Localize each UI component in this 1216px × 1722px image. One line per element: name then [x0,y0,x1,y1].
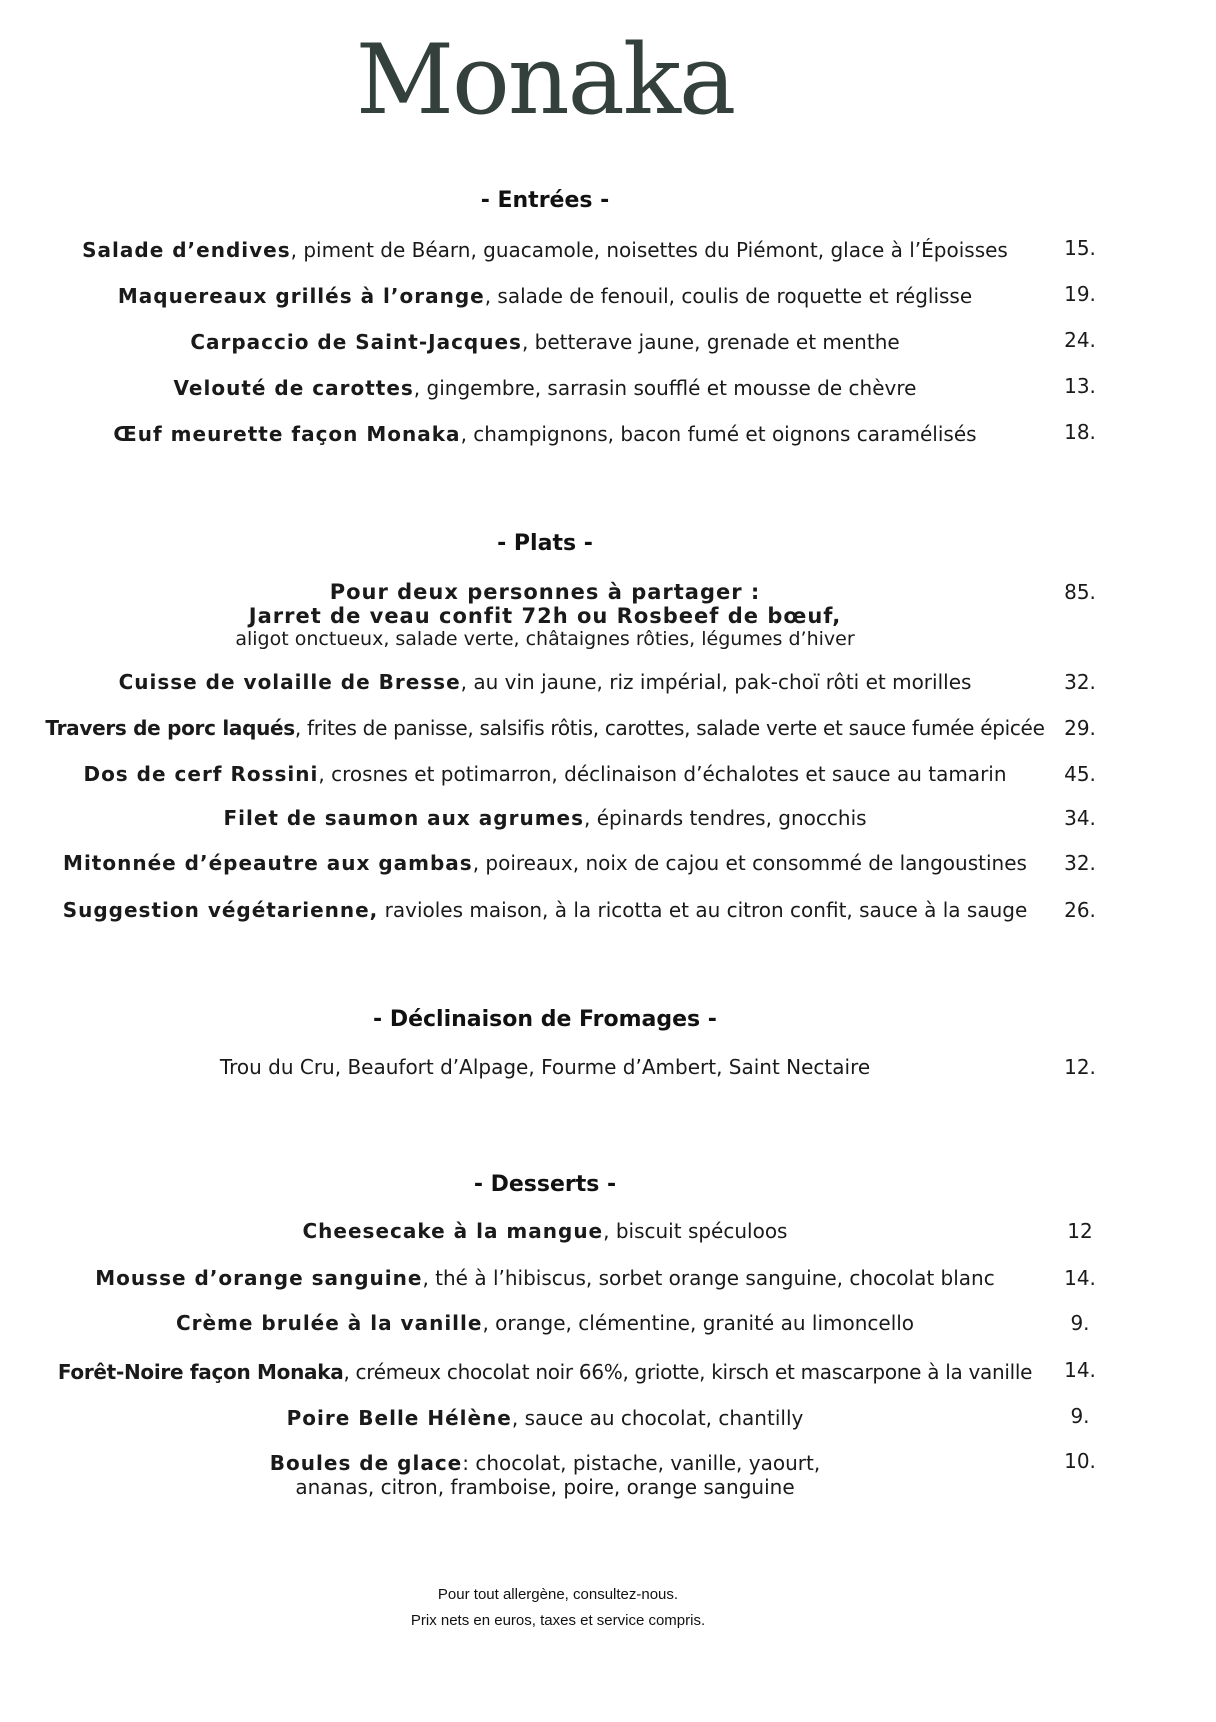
menu-item [0,670,1090,694]
dish-description: , salade de fenouil, coulis de roquette et réglisse [484,284,973,308]
dish-price: 9. [1070,1404,1090,1428]
dish-price: 26. [1064,898,1096,922]
dish-price: 29. [1064,716,1096,740]
dish-description: , au vin jaune, riz impérial, pak-choï rôti et morilles [460,670,972,694]
dish-description: , gingembre, sarrasin soufflé et mousse de chèvre [413,376,917,400]
dish-description: , sauce au chocolat, chantilly [511,1406,804,1430]
sharing-dish-intro: Pour deux personnes à partager : [329,580,761,604]
menu-item [0,1219,1090,1243]
dish-name: Salade d’endives [82,238,291,262]
dish-description: ravioles maison, à la ricotta et au citron confit, sauce à la sauge [378,898,1028,922]
menu-item [0,376,1090,400]
dish-price: 32. [1064,851,1096,875]
menu-item [0,330,1090,354]
allergen-note: Pour tout allergène, consultez-nous. [437,1586,679,1603]
dish-name: Crème brulée à la vanille [175,1311,483,1335]
dish-price: 15. [1064,236,1096,260]
dish-description: , frites de panisse, salsifis rôtis, carottes, salade verte et sauce fumée épicée [294,716,1045,740]
section-title-fromages: - Déclinaison de Fromages - [373,1007,717,1032]
dish-name: Cheesecake à la mangue [302,1219,604,1243]
dish-name: Mitonnée d’épeautre aux gambas [63,851,473,875]
menu-item [0,851,1090,875]
restaurant-logo: Monaka [355,24,735,136]
menu-item [0,762,1090,786]
menu-item [0,284,1090,308]
dish-price: 34. [1064,806,1096,830]
menu-item [0,422,1090,446]
dish-description: , champignons, bacon fumé et oignons caramélisés [460,422,977,446]
dish-price: 14. [1064,1266,1096,1290]
dish-name: Cuisse de volaille de Bresse [118,670,461,694]
dish-price: 19. [1064,282,1096,306]
dish-price: 10. [1064,1449,1096,1473]
sharing-dish-description: aligot onctueux, salade verte, châtaignes rôties, légumes d’hiver [235,628,855,650]
dish-price: 32. [1064,670,1096,694]
sharing-dish [0,580,1090,650]
menu-item [0,898,1090,922]
dish-description: : chocolat, pistache, vanille, yaourt, [462,1451,821,1475]
footer-note [0,1582,1116,1634]
menu-item [0,1406,1090,1430]
dish-name: Filet de saumon aux agrumes [223,806,584,830]
dish-price: 14. [1064,1358,1096,1382]
price-note: Prix nets en euros, taxes et service compris. [410,1612,706,1629]
sharing-dish-name: Jarret de veau confit 72h ou Rosbeef de bœuf, [248,604,842,628]
dish-price: 9. [1070,1311,1090,1335]
dish-name: Forêt-Noire façon Monaka [57,1360,344,1384]
menu-item [0,1360,1090,1384]
dish-name: Maquereaux grillés à l’orange [117,284,485,308]
dish-description: , orange, clémentine, granité au limoncello [482,1311,915,1335]
dish-description: , betterave jaune, grenade et menthe [521,330,900,354]
dish-description: , crémeux chocolat noir 66%, griotte, kirsch et mascarpone à la vanille [343,1360,1033,1384]
dish-description-continued: ananas, citron, framboise, poire, orange sanguine [295,1475,795,1499]
dish-price: 45. [1064,762,1096,786]
dish-description: , piment de Béarn, guacamole, noisettes du Piémont, glace à l’Époisses [290,238,1008,262]
dish-description: , épinards tendres, gnocchis [584,806,867,830]
dish-description: , biscuit spéculoos [603,1219,788,1243]
dish-description: , thé à l’hibiscus, sorbet orange sanguine, chocolat blanc [422,1266,995,1290]
dish-name: Poire Belle Hélène [286,1406,512,1430]
dish-price: 13. [1064,374,1096,398]
dish-description: , poireaux, noix de cajou et consommé de langoustines [472,851,1027,875]
menu-item [0,1451,1090,1499]
dish-price: 85. [1064,580,1096,604]
menu-item [0,1266,1090,1290]
dish-name: Carpaccio de Saint-Jacques [190,330,522,354]
dish-name: Mousse d’orange sanguine [95,1266,423,1290]
menu-item [0,1311,1090,1335]
dish-price: 18. [1064,420,1096,444]
cheese-list: Trou du Cru, Beaufort d’Alpage, Fourme d’Ambert, Saint Nectaire [219,1055,871,1079]
dish-description: , crosnes et potimarron, déclinaison d’échalotes et sauce au tamarin [318,762,1007,786]
dish-name: Travers de porc laqués [45,716,295,740]
menu-item [0,238,1090,262]
section-title-entrees: - Entrées - [480,188,610,213]
dish-price: 12 [1067,1219,1093,1243]
dish-name: Boules de glace [269,1451,463,1475]
dish-name: Velouté de carottes [173,376,414,400]
dish-price: 24. [1064,328,1096,352]
dish-name: Suggestion végétarienne, [62,898,379,922]
menu-item [0,806,1090,830]
dish-name: Œuf meurette façon Monaka [113,422,461,446]
section-title-plats: - Plats - [497,531,593,556]
dish-price: 12. [1064,1055,1096,1079]
dish-name: Dos de cerf Rossini [83,762,319,786]
section-title-desserts: - Desserts - [473,1172,617,1197]
menu-item [0,716,1090,740]
